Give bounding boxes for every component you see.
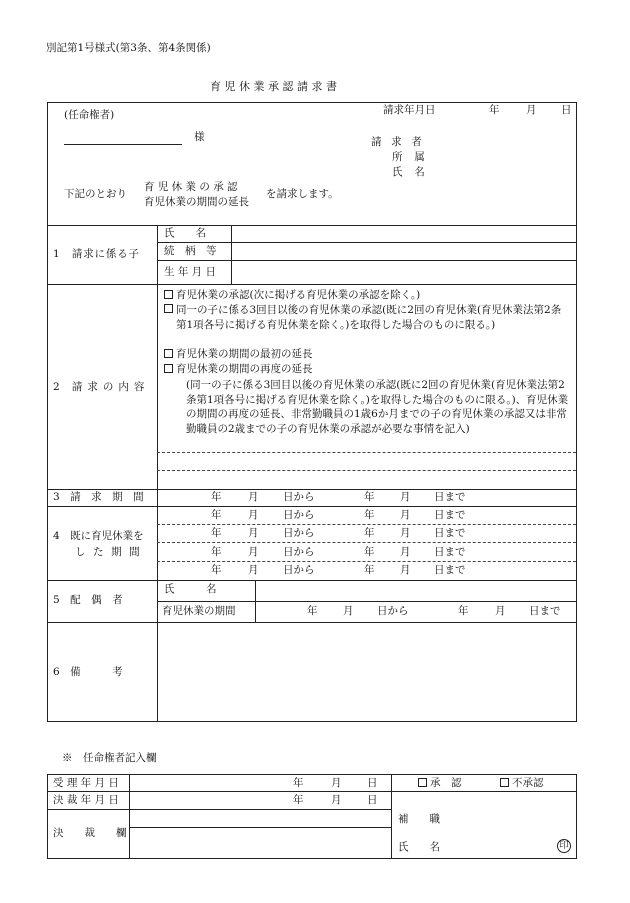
option-checkbox-2[interactable] — [164, 303, 176, 316]
disapprove-checkbox[interactable] — [500, 777, 544, 790]
decision-day: 日 — [367, 794, 378, 806]
option-extension[interactable]: 育児休業の期間の延長 — [144, 196, 249, 208]
period-year: 年 — [364, 509, 375, 521]
decision-year: 年 — [293, 794, 304, 806]
checkbox-icon[interactable] — [164, 349, 173, 358]
position-label: 補 職 — [398, 813, 440, 825]
period-year: 年 — [307, 605, 318, 617]
received-month: 月 — [331, 777, 342, 789]
request-month: 月 — [526, 104, 537, 116]
honorific: 様 — [194, 131, 205, 143]
period-from: 日から — [283, 509, 315, 521]
period-year: 年 — [211, 546, 222, 558]
period-month: 月 — [248, 527, 259, 539]
section4-label-line1: 4 既に育児休業を — [53, 530, 144, 542]
period-year: 年 — [211, 527, 222, 539]
section5-label: 5 配 偶 者 — [53, 594, 123, 606]
period-year: 年 — [364, 491, 375, 503]
spouse-period-label: 育児休業の期間 — [162, 605, 236, 617]
period-month: 月 — [400, 509, 411, 521]
period-from: 日から — [377, 605, 409, 617]
reason-field-1[interactable] — [159, 453, 575, 469]
period-month: 月 — [495, 605, 506, 617]
section1-label: 1 請求に係る子 — [53, 248, 140, 260]
decision-field-1[interactable] — [131, 810, 389, 826]
period-month: 月 — [343, 605, 354, 617]
option-text-1: 育児休業の承認(次に掲げる育児休業の承認を除く。) — [176, 289, 421, 301]
approve-label: 承 認 — [430, 777, 462, 789]
checkbox-icon[interactable] — [418, 778, 427, 787]
seal-mark: 印 — [557, 839, 571, 853]
period-until: 日まで — [434, 527, 466, 539]
period-from: 日から — [283, 527, 315, 539]
period-month: 月 — [400, 564, 411, 576]
request-year: 年 — [489, 104, 500, 116]
child-relation-field[interactable] — [233, 243, 575, 259]
period-month: 月 — [400, 546, 411, 558]
period-year: 年 — [211, 509, 222, 521]
option-checkbox-3[interactable] — [164, 348, 313, 361]
section4-label-line2: し た 期 間 — [75, 546, 142, 558]
decision-month: 月 — [331, 794, 342, 806]
period-year: 年 — [458, 605, 469, 617]
affiliation-label: 所 属 — [392, 151, 429, 163]
period-month: 月 — [400, 527, 411, 539]
period-from: 日から — [283, 491, 315, 503]
period-month: 月 — [248, 564, 259, 576]
option-approval[interactable]: 育 児 休 業 の 承 認 — [144, 181, 238, 193]
page-title: 育 児 休 業 承 認 請 求 書 — [210, 80, 337, 93]
authority-label: (任命権者) — [64, 109, 115, 121]
checkbox-icon[interactable] — [164, 290, 173, 299]
decision-date-label: 決 裁 年 月 日 — [53, 794, 119, 806]
period-month: 月 — [248, 546, 259, 558]
approve-checkbox[interactable] — [418, 777, 462, 790]
period-year: 年 — [364, 564, 375, 576]
period-year: 年 — [211, 491, 222, 503]
disapprove-label: 不承認 — [512, 777, 544, 789]
child-birth-field[interactable] — [233, 261, 575, 283]
decision-field-2[interactable] — [131, 828, 389, 857]
requester-label: 請 求 者 — [371, 136, 425, 148]
received-year: 年 — [293, 777, 304, 789]
form-reference: 別記第1号様式(第3条、第4条関係) — [46, 42, 211, 54]
received-date-label: 受 理 年 月 日 — [53, 777, 119, 789]
request-suffix: を請求します。 — [266, 188, 339, 200]
child-name-label: 氏 名 — [164, 227, 206, 239]
period-until: 日まで — [434, 564, 466, 576]
option-checkbox-4[interactable] — [164, 363, 313, 376]
child-relation-label: 続 柄 等 — [164, 245, 217, 257]
period-until: 日まで — [434, 509, 466, 521]
section3-label: 3 請 求 期 間 — [53, 491, 144, 503]
period-month: 月 — [248, 491, 259, 503]
period-from: 日から — [283, 564, 315, 576]
reason-field-2[interactable] — [159, 471, 575, 488]
decision-box-label: 決 裁 欄 — [53, 827, 127, 839]
checkbox-icon[interactable] — [164, 304, 173, 313]
authority-section-title: ※ 任命権者記入欄 — [62, 752, 157, 764]
option-text-4: 育児休業の期間の再度の延長 — [176, 363, 313, 375]
request-day: 日 — [561, 104, 572, 116]
checkbox-icon[interactable] — [164, 364, 173, 373]
authority-name-line[interactable] — [64, 144, 182, 145]
following-prefix: 下記のとおり — [64, 188, 127, 200]
period-year: 年 — [211, 564, 222, 576]
option-text-3: 育児休業の期間の最初の延長 — [176, 348, 313, 360]
spouse-name-label: 氏 名 — [164, 583, 217, 595]
received-day: 日 — [367, 777, 378, 789]
checkbox-icon[interactable] — [500, 778, 509, 787]
section6-label: 6 備 考 — [53, 666, 123, 678]
period-until: 日まで — [434, 491, 466, 503]
child-birth-label: 生 年 月 日 — [164, 266, 217, 278]
option-text-2: 同一の子に係る3回目以後の育児休業の承認(既に2回の育児休業(育児休業法第2条第1項各号に掲げる育児休業を除く。)を取得した場合のものに限る。) — [176, 304, 562, 331]
period-month: 月 — [400, 491, 411, 503]
request-date-label: 請求年月日 — [383, 104, 436, 116]
remarks-field[interactable] — [159, 624, 575, 720]
approver-name-label: 氏 名 — [398, 841, 440, 853]
period-until: 日まで — [529, 605, 561, 617]
child-name-field[interactable] — [233, 226, 575, 242]
reason-note: (同一の子に係る3回目以後の育児休業の承認(既に2回の育児休業(育児休業法第2条第1項各号に掲げる育児休業を除く。)を取得した場合のものに限る。)、育児休業の期間の再度の延長、非常勤職員の1歳6か月までの子の育児休業の承認又は非常勤職員の2歳までの子の育児休業の承認が必要な事情を記入) — [186, 379, 569, 436]
seal-icon — [557, 839, 571, 853]
period-until: 日まで — [434, 546, 466, 558]
option-checkbox-1[interactable] — [164, 289, 420, 302]
period-year: 年 — [364, 546, 375, 558]
section2-label: 2 請 求 の 内 容 — [53, 381, 146, 393]
period-month: 月 — [248, 509, 259, 521]
period-year: 年 — [364, 527, 375, 539]
name-label: 氏 名 — [392, 166, 429, 178]
period-from: 日から — [283, 546, 315, 558]
spouse-name-field[interactable] — [257, 581, 575, 600]
